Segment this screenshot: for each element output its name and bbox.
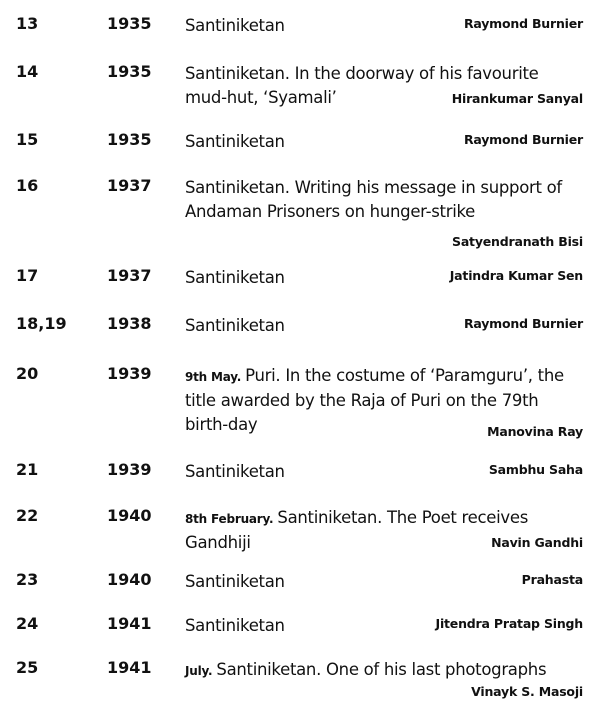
photo-year: 1939 xyxy=(107,364,152,383)
photographer-credit: Raymond Burnier xyxy=(463,16,583,31)
plate-number: 14 xyxy=(16,62,39,81)
photo-year: 1935 xyxy=(107,130,152,149)
photo-caption xyxy=(185,176,583,224)
photographer-credit: Jatindra Kumar Sen xyxy=(449,268,583,283)
plate-number: 15 xyxy=(16,130,39,149)
photo-caption xyxy=(185,658,583,683)
caption-text: Santiniketan. One of his last photographs xyxy=(216,660,547,679)
caption-date: 8th February. xyxy=(185,512,278,526)
photo-year: 1941 xyxy=(107,658,152,677)
plate-number: 21 xyxy=(16,460,39,479)
photo-year: 1940 xyxy=(107,506,152,525)
photographer-credit: Vinayk S. Masoji xyxy=(471,684,583,699)
caption-date: 9th May. xyxy=(185,370,246,384)
photographer-credit: Satyendranath Bisi xyxy=(452,234,583,249)
caption-text: Santiniketan xyxy=(185,132,285,151)
photographer-credit: Manovina Ray xyxy=(487,424,583,439)
photographer-credit: Hirankumar Sanyal xyxy=(451,91,583,106)
plate-number: 18,19 xyxy=(16,314,67,333)
plate-number: 25 xyxy=(16,658,39,677)
photographer-credit: Navin Gandhi xyxy=(491,535,583,550)
plate-number: 22 xyxy=(16,506,39,525)
photo-year: 1938 xyxy=(107,314,152,333)
photo-year: 1940 xyxy=(107,570,152,589)
caption-text: Santiniketan xyxy=(185,268,285,287)
photographer-credit: Raymond Burnier xyxy=(463,132,583,147)
caption-text: Santiniketan. In the doorway of his favourite mud-hut, ‘Syamali’ xyxy=(185,64,539,107)
caption-text: Santiniketan xyxy=(185,572,285,591)
photo-year: 1935 xyxy=(107,14,152,33)
caption-text: Santiniketan xyxy=(185,462,285,481)
plate-number: 24 xyxy=(16,614,39,633)
plate-number: 23 xyxy=(16,570,39,589)
photo-year: 1937 xyxy=(107,266,152,285)
caption-text: Santiniketan xyxy=(185,316,285,335)
caption-text: Santiniketan xyxy=(185,616,285,635)
caption-date: July. xyxy=(185,664,217,678)
photo-year: 1935 xyxy=(107,62,152,81)
caption-text: Puri. In the costume of ‘Paramguru’, the title awarded by the Raja of Puri on the 79th birth-day xyxy=(185,366,564,434)
photo-year: 1937 xyxy=(107,176,152,195)
photographer-credit: Sambhu Saha xyxy=(488,462,583,477)
photo-year: 1939 xyxy=(107,460,152,479)
photo-year: 1941 xyxy=(107,614,152,633)
plate-number: 20 xyxy=(16,364,39,383)
photographer-credit: Raymond Burnier xyxy=(463,316,583,331)
caption-text: Santiniketan. Writing his message in support of Andaman Prisoners on hunger-strike xyxy=(185,178,562,221)
plate-number: 13 xyxy=(16,14,39,33)
caption-text: Santiniketan. The Poet receives Gandhiji xyxy=(185,508,529,552)
photographer-credit: Prahasta xyxy=(521,572,583,587)
caption-text: Santiniketan xyxy=(185,16,285,35)
plate-number: 17 xyxy=(16,266,39,285)
photographer-credit: Jitendra Pratap Singh xyxy=(435,616,583,631)
plate-number: 16 xyxy=(16,176,39,195)
